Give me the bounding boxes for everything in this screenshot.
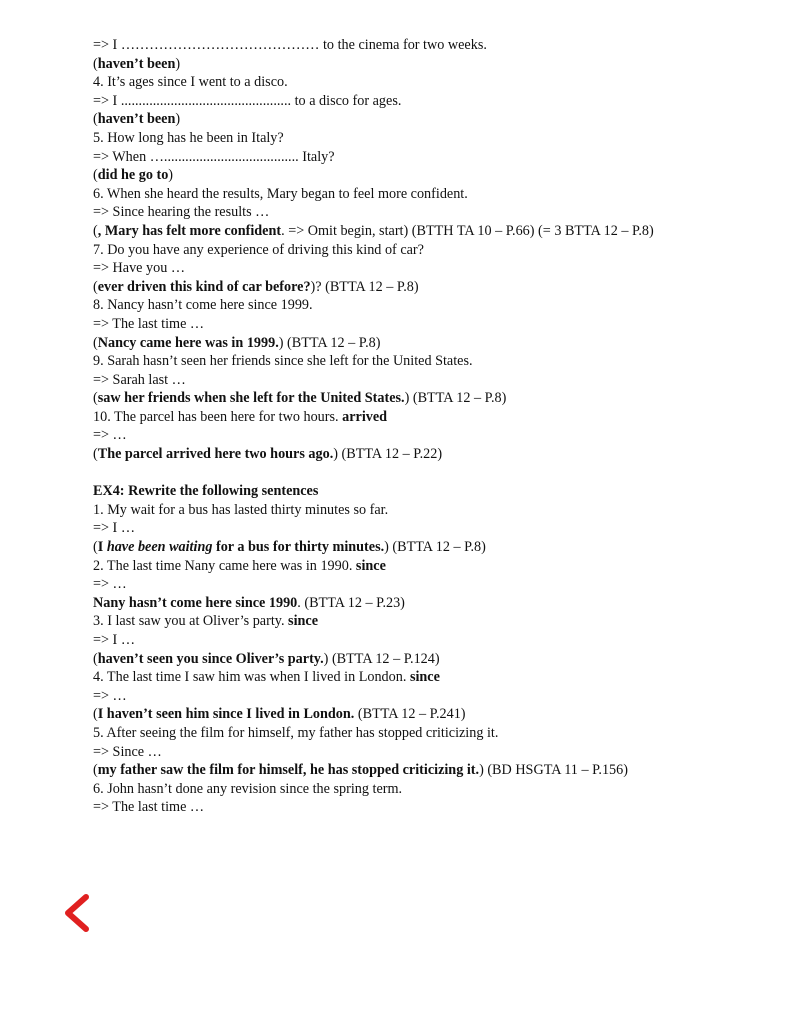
text-line: => Since … xyxy=(93,743,162,760)
answer-line: (haven’t seen you since Oliver’s party.) (BTTA 12 – P.124) xyxy=(93,650,440,667)
text-line: => I …………………………………… to the cinema for two weeks. xyxy=(93,37,487,53)
question-line: 6. John hasn’t done any revision since the spring term. xyxy=(93,780,403,797)
answer-line: (did he go to) xyxy=(93,167,174,184)
answer-text: haven’t been xyxy=(97,111,176,128)
text-line: => The last time … xyxy=(93,799,205,816)
answer-line: (I have been waiting for a bus for thirty minutes.) (BTTA 12 – P.8) xyxy=(93,539,486,556)
answer-note: ) (BTTA 12 – P.22) xyxy=(333,446,443,463)
answer-note: ) (BTTA 12 – P.124) xyxy=(323,650,440,667)
answer-note: ) (BD HSGTA 11 – P.156) xyxy=(479,762,628,779)
keyword: since xyxy=(355,557,386,574)
question-line: 4. It’s ages since I went to a disco. xyxy=(93,74,288,91)
text-line: => … xyxy=(93,576,127,593)
section-heading: EX4: Rewrite the following sentences xyxy=(93,483,319,500)
answer-line: (haven’t been) xyxy=(93,111,181,128)
answer-note: (BTTA 12 – P.241) xyxy=(354,706,466,723)
keyword: since xyxy=(288,613,318,630)
answer-text: Nancy came here was in 1999. xyxy=(97,334,279,351)
answer-text: , Mary has felt more confident xyxy=(97,222,282,239)
answer-text: The parcel arrived here two hours ago. xyxy=(97,446,334,463)
text-line: => … xyxy=(93,427,127,444)
answer-note: . (BTTA 12 – P.23) xyxy=(297,594,405,611)
answer-text: saw her friends when she left for the United States. xyxy=(97,390,405,407)
answer-text: I xyxy=(97,539,107,556)
answer-text: for a bus for thirty minutes. xyxy=(212,539,385,556)
text-line: => When …...................................... Italy? xyxy=(93,148,335,165)
question-line: 6. When she heard the results, Mary began to feel more confident. xyxy=(93,185,468,202)
answer-line: (The parcel arrived here two hours ago.) (BTTA 12 – P.22) xyxy=(93,446,443,463)
answer-note: ) (BTTA 12 – P.8) xyxy=(384,539,486,556)
answer-text: haven’t seen you since Oliver’s party. xyxy=(97,650,324,667)
answer-line: (, Mary has felt more confident. => Omit begin, start) (BTTH TA 10 – P.66) (= 3 BTTA 12 – P.8) xyxy=(93,222,654,239)
red-chevron-left-icon xyxy=(62,893,90,933)
answer-text: I haven’t seen him since I lived in London. xyxy=(97,706,355,723)
spacer xyxy=(93,464,763,483)
text-line: => Since hearing the results … xyxy=(93,204,270,221)
keyword: since xyxy=(409,669,440,686)
answer-text: Nany hasn’t come here since 1990 xyxy=(93,594,298,611)
text-line: => I ................................................ to a disco for ages. xyxy=(93,92,402,109)
answer-line: (ever driven this kind of car before?)? (BTTA 12 – P.8) xyxy=(93,278,419,295)
question-line: 9. Sarah hasn’t seen her friends since she left for the United States. xyxy=(93,353,473,370)
answer-line: (saw her friends when she left for the United States.) (BTTA 12 – P.8) xyxy=(93,390,507,407)
question-line: 1. My wait for a bus has lasted thirty minutes so far. xyxy=(93,501,389,518)
answer-line: (I haven’t seen him since I lived in London. (BTTA 12 – P.241) xyxy=(93,706,466,723)
question-line: 7. Do you have any experience of driving this kind of car? xyxy=(93,241,424,258)
text-line: => The last time … xyxy=(93,315,205,332)
answer-text: did he go to xyxy=(97,167,169,184)
question-line xyxy=(93,612,763,631)
question-line xyxy=(93,408,763,427)
question-text: 10. The parcel has been here for two hours. xyxy=(93,408,339,425)
answer-note: )? (BTTA 12 – P.8) xyxy=(310,278,419,295)
answer-line: (my father saw the film for himself, he has stopped criticizing it.) (BD HSGTA 11 – P.156) xyxy=(93,762,628,779)
answer-note: ) (BTTA 12 – P.8) xyxy=(278,334,381,351)
document-page xyxy=(93,36,763,817)
text-line: => Sarah last … xyxy=(93,371,186,388)
text-line: => I … xyxy=(93,632,136,648)
question-line xyxy=(93,668,763,687)
answer-text: my father saw the film for himself, he has stopped criticizing it. xyxy=(97,762,480,779)
question-line: 5. How long has he been in Italy? xyxy=(93,129,284,146)
question-text: 4. The last time I saw him was when I lived in London. xyxy=(93,669,407,686)
question-text: 3. I last saw you at Oliver’s party. xyxy=(93,613,285,630)
question-text: 2. The last time Nany came here was in 1990. xyxy=(93,557,353,574)
answer-line xyxy=(93,594,763,613)
question-line xyxy=(93,557,763,576)
answer-line: (Nancy came here was in 1999.) (BTTA 12 – P.8) xyxy=(93,334,381,351)
text-line: => … xyxy=(93,687,127,704)
text-line: => I … xyxy=(93,520,136,537)
answer-note: ) (BTTA 12 – P.8) xyxy=(404,390,507,407)
answer-text: ever driven this kind of car before? xyxy=(97,278,311,295)
answer-text: haven’t been xyxy=(97,55,176,72)
answer-note: . => Omit begin, start) (BTTH TA 10 – P.66) (= 3 BTTA 12 – P.8) xyxy=(281,222,654,239)
answer-emphasis: have been waiting xyxy=(106,539,213,556)
answer-line: (haven’t been) xyxy=(93,55,181,72)
question-line: 8. Nancy hasn’t come here since 1999. xyxy=(93,297,313,314)
question-line: 5. After seeing the film for himself, my father has stopped criticizing it. xyxy=(93,724,499,741)
keyword: arrived xyxy=(342,408,388,425)
text-line: => Have you … xyxy=(93,260,186,277)
